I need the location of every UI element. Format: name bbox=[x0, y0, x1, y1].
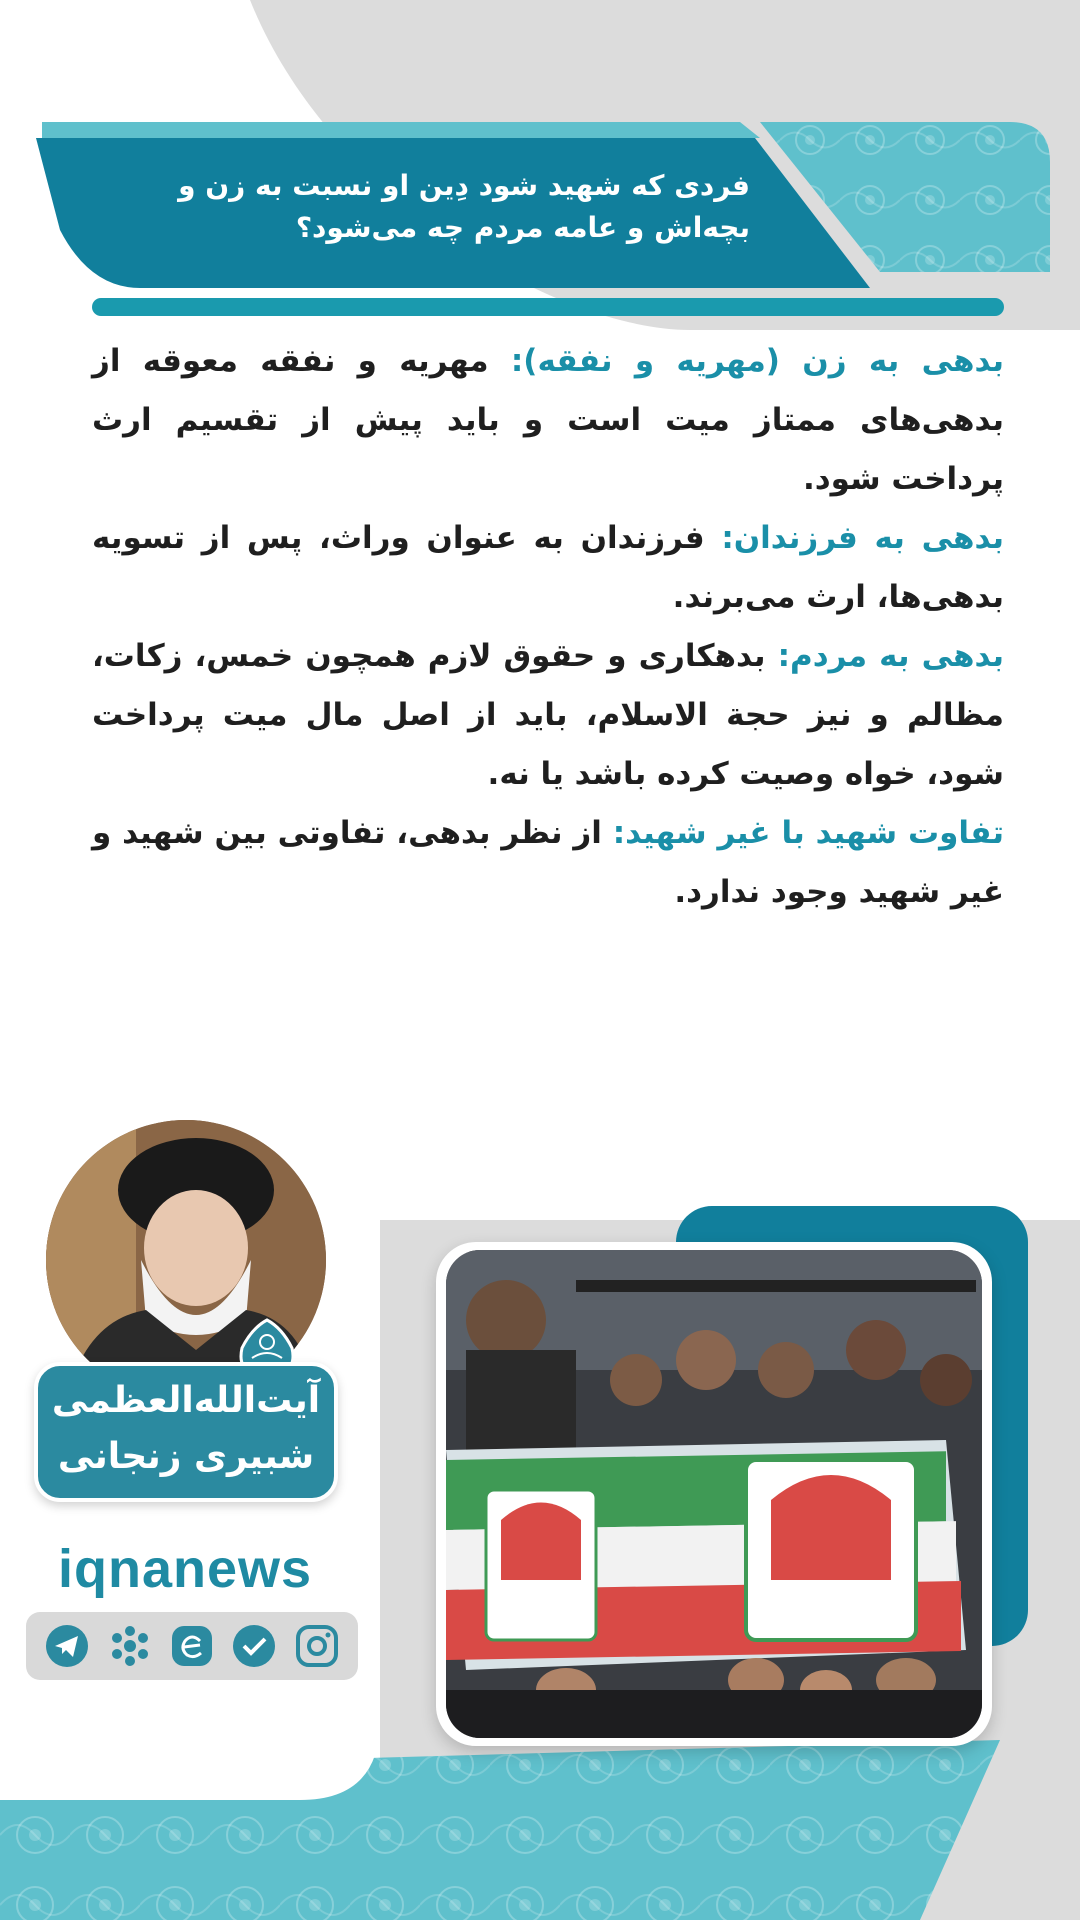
scholar-title: آیت‌الله‌العظمی bbox=[51, 1380, 321, 1421]
section-wife bbox=[92, 332, 1004, 509]
social-icons-bar bbox=[26, 1612, 358, 1680]
section-text: فرزندان به عنوان وراث، پس از تسویه بدهی‌ها، ارث می‌برند. bbox=[92, 520, 1004, 615]
funeral-photo bbox=[446, 1250, 982, 1738]
check-icon[interactable] bbox=[229, 1621, 279, 1671]
section-text: مهریه و نفقه معوقه از بدهی‌های ممتاز میت است و باید پیش از تقسیم ارث پرداخت شود. bbox=[92, 343, 1004, 497]
section-label: بدهی به مردم: bbox=[777, 638, 1005, 674]
section-children bbox=[92, 509, 1004, 627]
telegram-icon[interactable] bbox=[42, 1621, 92, 1671]
snowflake-icon[interactable] bbox=[105, 1621, 155, 1671]
section-label: بدهی به زن (مهریه و نفقه): bbox=[510, 343, 1004, 379]
section-people bbox=[92, 627, 1004, 804]
section-text: از نظر بدهی، تفاوتی بین شهید و غیر شهید وجود ندارد. bbox=[92, 815, 1004, 910]
funeral-photo-illustration bbox=[446, 1250, 982, 1738]
section-text: بدهکاری و حقوق لازم همچون خمس، زکات، مظالم و نیز حجة الاسلام، باید از اصل مال میت پرداخت شود، خواه وصیت کرده باشد یا نه. bbox=[92, 638, 1004, 792]
instagram-icon[interactable] bbox=[292, 1621, 342, 1671]
article-body bbox=[92, 332, 1004, 922]
section-difference bbox=[92, 804, 1004, 922]
eitaa-icon[interactable] bbox=[167, 1621, 217, 1671]
header-title: فردی که شهید شود دِین او نسبت به زن و بچه‌اش و عامه مردم چه می‌شود؟ bbox=[178, 169, 750, 244]
scholar-name: شبیری زنجانی bbox=[57, 1436, 315, 1477]
brand-name: iqnanews bbox=[57, 1539, 313, 1599]
section-label: بدهی به فرزندان: bbox=[721, 520, 1005, 556]
section-label: تفاوت شهید با غیر شهید: bbox=[612, 815, 1004, 851]
